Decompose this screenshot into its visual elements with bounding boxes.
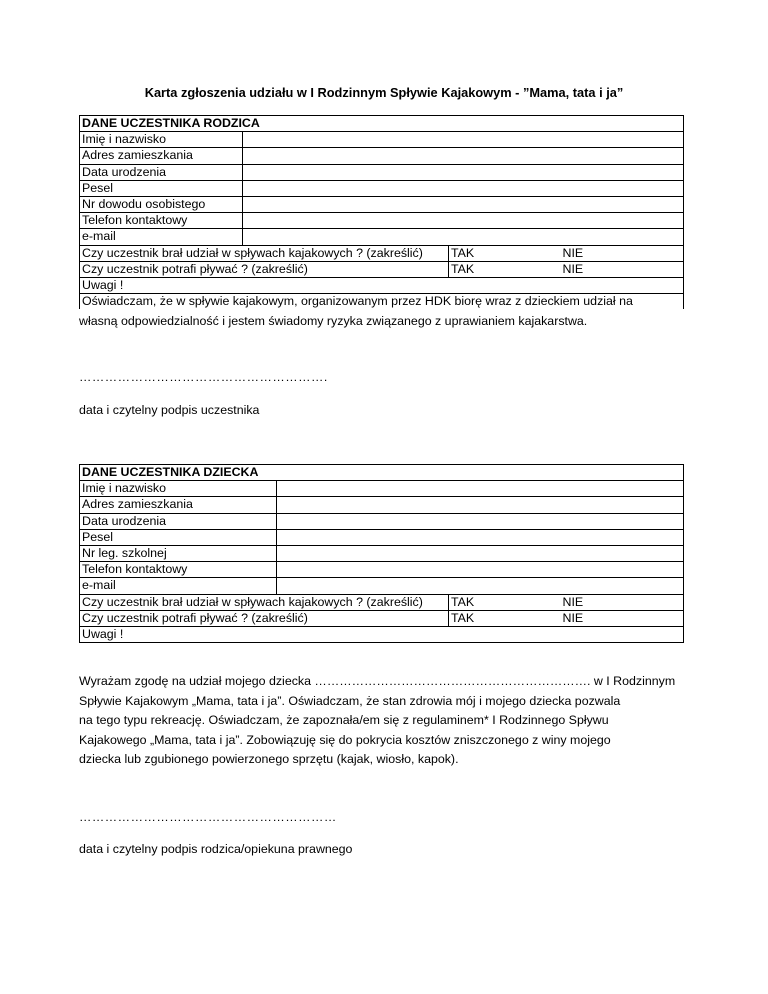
- question-swimming: Czy uczestnik potrafi pływać ? (zakreślić): [80, 261, 449, 277]
- field-value-cell[interactable]: [243, 164, 684, 180]
- field-value-cell[interactable]: [243, 213, 684, 229]
- table-row: [80, 132, 684, 148]
- remarks-label: Uwagi !: [80, 277, 684, 293]
- field-label: Telefon kontaktowy: [80, 213, 243, 229]
- field-value-cell[interactable]: [243, 148, 684, 164]
- field-label: Adres zamieszkania: [80, 148, 243, 164]
- option-nie[interactable]: NIE: [561, 610, 684, 626]
- table-row: [80, 529, 684, 545]
- table-row: [80, 116, 684, 132]
- field-value-cell[interactable]: [277, 513, 684, 529]
- table-row: [80, 578, 684, 594]
- consent-line: dziecka lub zgubionego powierzonego sprzętu (kajak, wiosło, kapok).: [79, 752, 459, 766]
- option-nie[interactable]: NIE: [561, 594, 684, 610]
- consent-line: na tego typu rekreację. Oświadczam, że zapoznała/em się z regulaminem* I Rodzinnego Spływu: [79, 713, 609, 727]
- field-value-cell[interactable]: [277, 481, 684, 497]
- consent-line: Spływie Kajakowym „Mama, tata i ja”. Oświadczam, że stan zdrowia mój i mojego dziecka pozwala: [79, 693, 621, 708]
- consent-line: Kajakowego „Mama, tata i ja”. Zobowiązuję się do pokrycia kosztów zniszczonego z winy mojego: [79, 732, 611, 747]
- table-row: [80, 245, 684, 261]
- table-row: [80, 277, 684, 293]
- option-nie[interactable]: NIE: [561, 261, 684, 277]
- table-row: [80, 294, 684, 310]
- table-row: [80, 148, 684, 164]
- table-row: [80, 164, 684, 180]
- remarks-label: Uwagi !: [80, 626, 684, 642]
- table-row: [80, 465, 684, 481]
- field-label: Adres zamieszkania: [80, 497, 277, 513]
- field-label: Data urodzenia: [80, 513, 277, 529]
- option-tak[interactable]: TAK: [449, 610, 561, 626]
- option-nie[interactable]: NIE: [561, 245, 684, 261]
- parent-data-table: [79, 115, 684, 309]
- field-label: Nr dowodu osobistego: [80, 196, 243, 212]
- field-value-cell[interactable]: [277, 578, 684, 594]
- consent-paragraph: [79, 672, 699, 770]
- field-value-cell[interactable]: [277, 545, 684, 561]
- table-row: [80, 261, 684, 277]
- field-value-cell[interactable]: [277, 529, 684, 545]
- field-label: e-mail: [80, 229, 243, 245]
- field-value-cell[interactable]: [243, 229, 684, 245]
- child-section-header: DANE UCZESTNIKA DZIECKA: [80, 465, 684, 481]
- field-value-cell[interactable]: [243, 180, 684, 196]
- question-experience: Czy uczestnik brał udział w spływach kajakowych ? (zakreślić): [80, 594, 449, 610]
- declaration-continuation: własną odpowiedzialność i jestem świadomy ryzyka związanego z uprawianiem kajakarstwa.: [79, 314, 588, 328]
- table-row: [80, 213, 684, 229]
- field-label: Nr leg. szkolnej: [80, 545, 277, 561]
- field-label: Data urodzenia: [80, 164, 243, 180]
- form-title: Karta zgłoszenia udziału w I Rodzinnym Spływie Kajakowym - ”Mama, tata i ja”: [144, 85, 624, 100]
- option-tak[interactable]: TAK: [449, 594, 561, 610]
- signature-line[interactable]: ………………………………………………….: [79, 370, 328, 384]
- question-swimming: Czy uczestnik potrafi pływać ? (zakreślić): [80, 610, 449, 626]
- question-experience: Czy uczestnik brał udział w spływach kajakowych ? (zakreślić): [80, 245, 449, 261]
- table-row: [80, 497, 684, 513]
- table-row: [80, 626, 684, 642]
- child-data-table: [79, 464, 684, 643]
- consent-line: Wyrażam zgodę na udział mojego dziecka …………………………………………………………. w I Rodzinnym: [79, 674, 676, 688]
- field-label: Pesel: [80, 529, 277, 545]
- table-row: [80, 513, 684, 529]
- table-row: [80, 562, 684, 578]
- field-label: Telefon kontaktowy: [80, 562, 277, 578]
- field-label: Imię i nazwisko: [80, 481, 277, 497]
- field-value-cell[interactable]: [243, 196, 684, 212]
- table-row: [80, 196, 684, 212]
- table-row: [80, 229, 684, 245]
- table-row: [80, 610, 684, 626]
- table-row: [80, 545, 684, 561]
- field-value-cell[interactable]: [277, 497, 684, 513]
- table-row: [80, 180, 684, 196]
- option-tak[interactable]: TAK: [449, 261, 561, 277]
- field-label: e-mail: [80, 578, 277, 594]
- field-label: Imię i nazwisko: [80, 132, 243, 148]
- signature-caption: data i czytelny podpis uczestnika: [79, 403, 260, 417]
- field-value-cell[interactable]: [243, 132, 684, 148]
- declaration-line: Oświadczam, że w spływie kajakowym, organizowanym przez HDK biorę wraz z dzieckiem udział na: [80, 294, 684, 310]
- field-value-cell[interactable]: [277, 562, 684, 578]
- parent-section-header: DANE UCZESTNIKA RODZICA: [80, 116, 684, 132]
- table-row: [80, 481, 684, 497]
- signature-line[interactable]: ……………………………………………………: [79, 810, 337, 824]
- table-row: [80, 594, 684, 610]
- option-tak[interactable]: TAK: [449, 245, 561, 261]
- field-label: Pesel: [80, 180, 243, 196]
- signature-caption: data i czytelny podpis rodzica/opiekuna prawnego: [79, 842, 353, 856]
